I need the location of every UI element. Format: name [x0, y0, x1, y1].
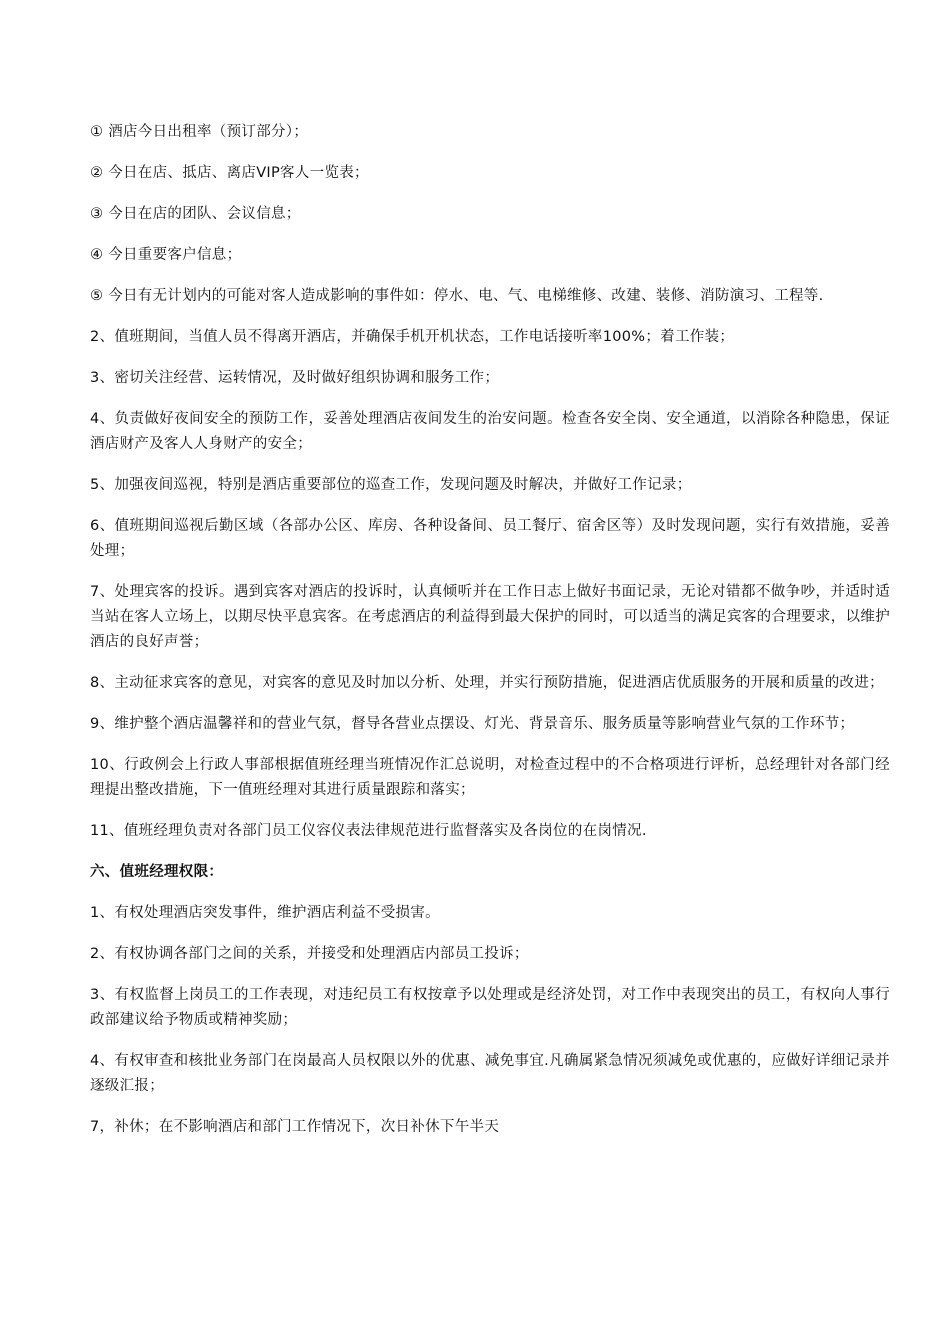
section-heading: 六、值班经理权限：: [90, 864, 224, 880]
authority-item-3: 3、有权监督上岗员工的工作表现，对违纪员工有权按章予以处理或是经济处罚，对工作中表现突出的员工，有权向人事行政部建议给予物质或精神奖励；: [90, 987, 890, 1028]
authority-item-2: 2、有权协调各部门之间的关系，并接受和处理酒店内部员工投诉；: [90, 946, 529, 962]
duty-item-7: 7、处理宾客的投诉。遇到宾客对酒店的投诉时，认真倾听并在工作日志上做好书面记录，无论对错都不做争吵，并适时适当站在客人立场上，以期尽快平息宾客。在考虑酒店的利益得到最大保护的同时，可以适当的满足宾客的合理要求，以维护酒店的良好声誉；: [90, 584, 890, 650]
duty-item-2: 2、值班期间，当值人员不得离开酒店，并确保手机开机状态，工作电话接听率100%；着工作装；: [90, 329, 735, 345]
list-item-groups-meetings: ③ 今日在店的团队、会议信息；: [90, 206, 301, 222]
duty-item-6: 6、值班期间巡视后勤区域（各部办公区、库房、各种设备间、员工餐厅、宿舍区等）及时发现问题，实行有效措施，妥善处理；: [90, 518, 890, 559]
list-item-key-clients: ④ 今日重要客户信息；: [90, 247, 242, 263]
authority-item-1: 1、有权处理酒店突发事件，维护酒店利益不受损害。: [90, 905, 440, 921]
duty-item-10: 10、行政例会上行政人事部根据值班经理当班情况作汇总说明，对检查过程中的不合格项进行评析，总经理针对各部门经理提出整改措施，下一值班经理对其进行质量跟踪和落实；: [90, 757, 890, 798]
duty-item-11: 11、值班经理负责对各部门员工仪容仪表法律规范进行监督落实及各岗位的在岗情况.: [90, 823, 647, 839]
duty-item-4: 4、负责做好夜间安全的预防工作，妥善处理酒店夜间发生的治安问题。检查各安全岗、安全通道，以消除各种隐患，保证酒店财产及客人人身财产的安全；: [90, 411, 890, 452]
duty-item-3: 3、密切关注经营、运转情况，及时做好组织协调和服务工作；: [90, 370, 500, 386]
document-body: [90, 120, 890, 1156]
list-item-vip-guests: ② 今日在店、抵店、离店VIP客人一览表；: [90, 165, 369, 181]
authority-item-4: 4、有权审查和核批业务部门在岗最高人员权限以外的优惠、减免事宜.凡确属紧急情况须减免或优惠的，应做好详细记录并逐级汇报；: [90, 1053, 890, 1094]
authority-item-7: 7，补休；在不影响酒店和部门工作情况下，次日补休下午半天: [90, 1119, 500, 1135]
duty-item-9: 9、维护整个酒店温馨祥和的营业气氛，督导各营业点摆设、灯光、背景音乐、服务质量等影响营业气氛的工作环节；: [90, 716, 855, 732]
duty-item-8: 8、主动征求宾客的意见，对宾客的意见及时加以分析、处理，并实行预防措施，促进酒店优质服务的开展和质量的改进；: [90, 675, 884, 691]
list-item-occupancy: ① 酒店今日出租率（预订部分）；: [90, 124, 309, 140]
duty-item-5: 5、加强夜间巡视，特别是酒店重要部位的巡查工作，发现问题及时解决，并做好工作记录；: [90, 477, 692, 493]
list-item-planned-events: ⑤ 今日有无计划内的可能对客人造成影响的事件如：停水、电、气、电梯维修、改建、装修、消防演习、工程等.: [90, 288, 824, 304]
